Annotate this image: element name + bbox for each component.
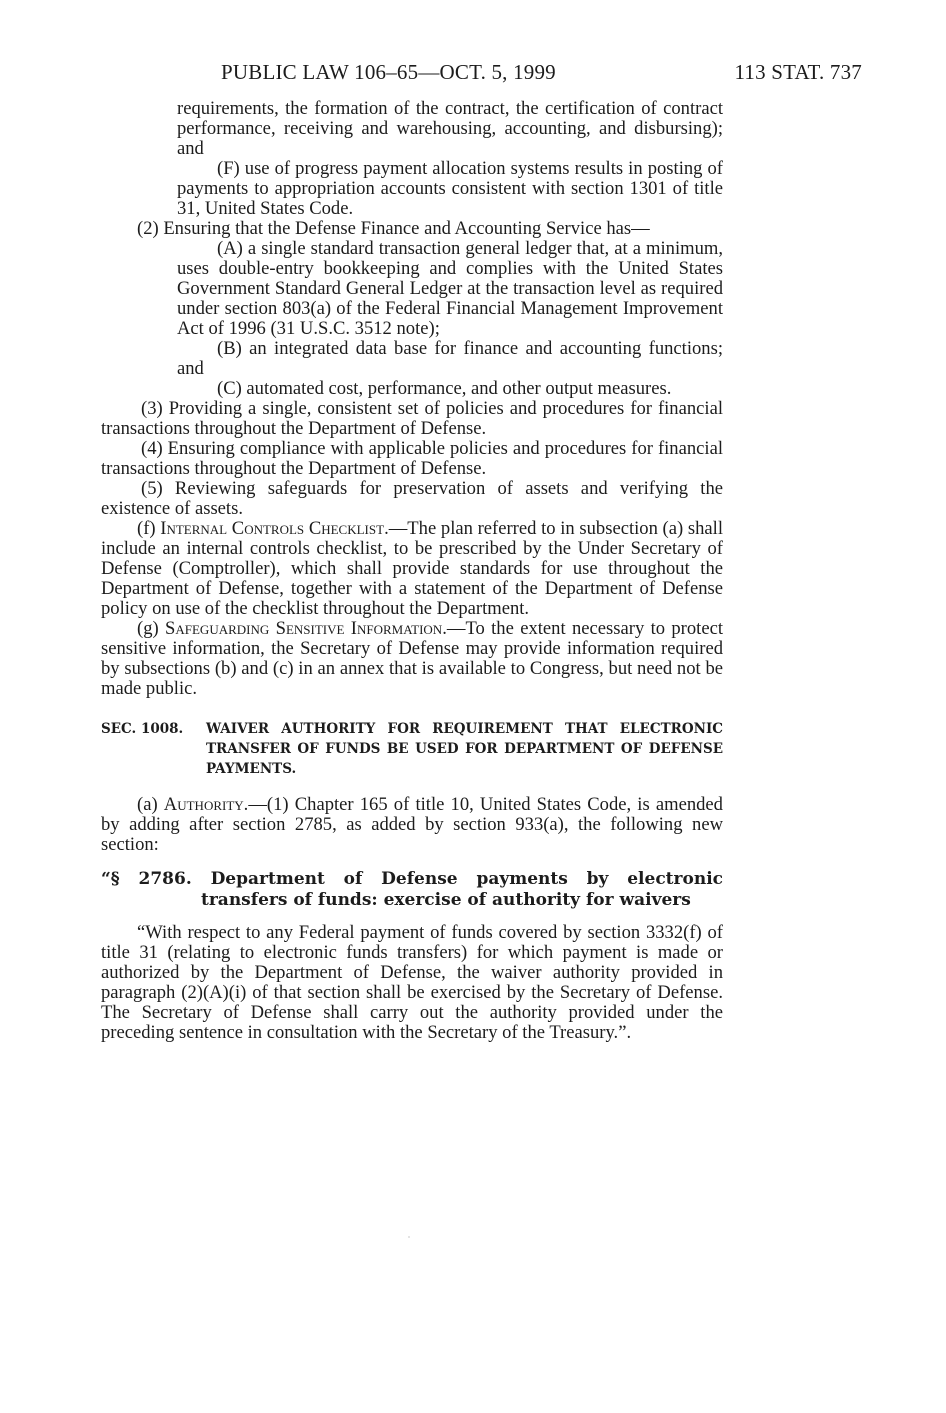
subsection-g <box>101 619 723 699</box>
subsection-a-heading: Authority <box>163 794 244 815</box>
header-law-date: PUBLIC LAW 106–65—OCT. 5, 1999 <box>221 60 556 84</box>
paragraph-2 <box>101 219 723 239</box>
section-number: SEC. 1008. <box>101 721 184 737</box>
paragraph-2-text: (2) Ensuring that the Defense Finance and Accounting Service has— <box>137 218 650 239</box>
quoted-text: “With respect to any Federal payment of funds covered by section 3332(f) of title 31 (relating to electronic funds transfers) for which payment is made or authorized by the Department of Defense, the waiver authority provided in paragraph (2)(A)(i) of that section shall be exercised by the Secretary of Defense. The Secretary of Defense shall carry out the authority provided under the preceding sentence in consultation with the Secretary of the Treasury.”. <box>101 922 723 1043</box>
subsection-g-prefix: (g) <box>137 618 166 639</box>
paragraph-C: (C) automated cost, performance, and other output measures. <box>217 378 672 399</box>
page-body <box>101 99 723 1043</box>
subsection-a <box>101 795 723 855</box>
section-title: WAIVER AUTHORITY FOR REQUIREMENT THAT ELECTRONIC TRANSFER OF FUNDS BE USED FOR DEPARTMENT OF DEFENSE PAYMENTS. <box>206 721 723 777</box>
subsection-a-prefix: (a) <box>137 794 164 815</box>
subsection-f-prefix: (f) <box>137 518 161 539</box>
paragraph-4: (4) Ensuring compliance with applicable policies and procedures for financial transactions throughout the Department of Defense. <box>101 438 723 479</box>
subsection-f <box>101 519 723 619</box>
subsection-f-text: .—The plan referred to in subsection (a) shall include an internal controls checklist, to be prescribed by the Under Secretary of Defense (Comptroller), which shall provide standards for use throughout the Department of Defense, together with a statement of the Department of Defense policy on use of the checklist throughout the Department. <box>101 518 723 619</box>
subsection-g-heading: Safeguarding Sensitive Information <box>165 618 443 639</box>
paragraph-A: (A) a single standard transaction general ledger that, at a minimum, uses double-entry bookkeeping and complies with the United States Government Standard General Ledger at the transaction level as required under section 803(a) of the Federal Financial Management Improvement Act of 1996 (31 U.S.C. 3512 note); <box>177 238 723 339</box>
subsection-g-text: .—To the extent necessary to protect sensitive information, the Secretary of Defense may provide information required by subsections (b) and (c) in an annex that is available to Congress, but need not be made public. <box>101 618 724 699</box>
subsection-f-heading: Internal Controls Checklist <box>160 518 385 539</box>
scan-speck <box>408 1236 410 1238</box>
paragraph-continuation: requirements, the formation of the contract, the certification of contract performance, receiving and warehousing, accounting, and disbursing); and <box>177 98 723 159</box>
paragraph-F: (F) use of progress payment allocation systems results in posting of payments to appropriation accounts consistent with section 1301 of title 31, United States Code. <box>177 158 723 219</box>
header-page-number: 113 STAT. 737 <box>734 60 862 84</box>
code-section-heading: “§ 2786. Department of Defense payments by electronic transfers of funds: exercise of authority for waivers <box>101 869 723 910</box>
subsection-a-text: .—(1) Chapter 165 of title 10, United States Code, is amended by adding after section 2785, as added by section 933(a), the following new section: <box>101 794 723 855</box>
paragraph-3: (3) Providing a single, consistent set of policies and procedures for financial transactions throughout the Department of Defense. <box>101 398 723 439</box>
paragraph-B: (B) an integrated data base for finance and accounting functions; and <box>177 338 723 379</box>
paragraph-5: (5) Reviewing safeguards for preservation of assets and verifying the existence of assets. <box>101 478 723 519</box>
section-heading <box>101 719 723 779</box>
